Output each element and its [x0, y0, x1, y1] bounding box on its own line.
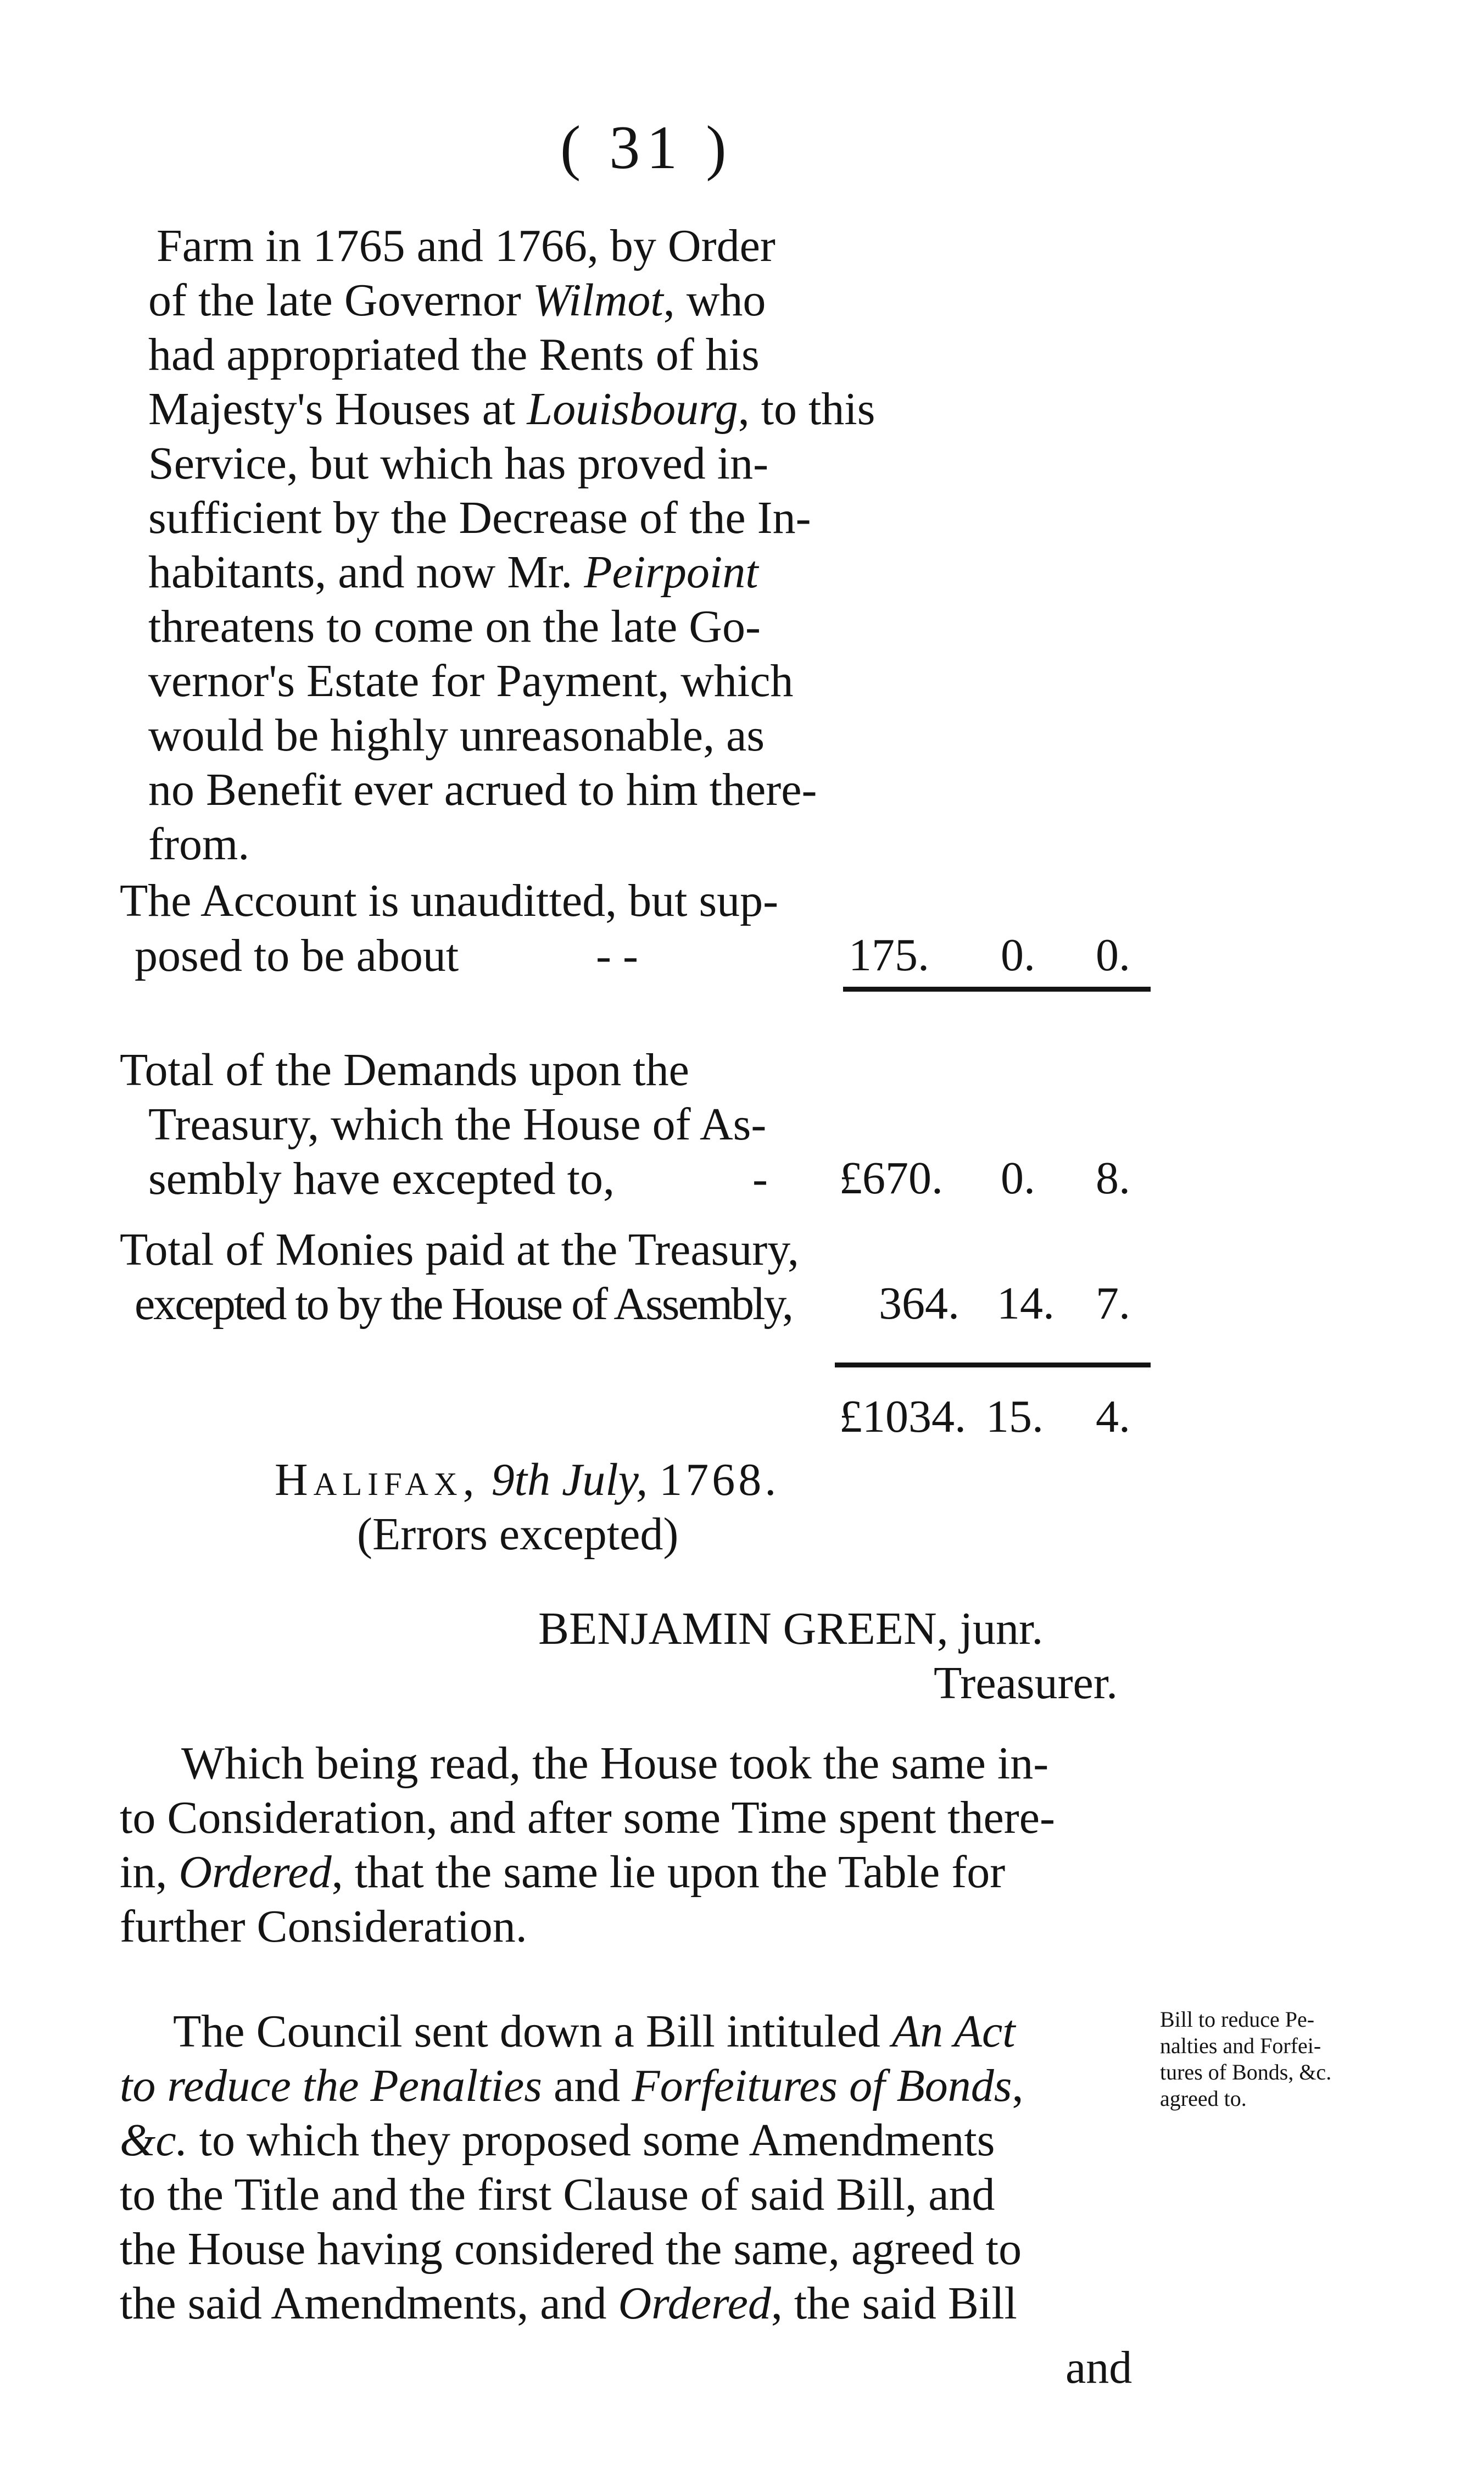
text-line: [120, 2059, 1023, 2113]
text-run: vernor's Estate for Payment, which: [148, 655, 794, 707]
text-line: [148, 599, 761, 654]
amount-pounds: £670.: [839, 1153, 943, 1204]
signature-name: BENJAMIN GREEN, junr.: [538, 1603, 1044, 1654]
italic-run: An Act: [891, 2006, 1016, 2057]
text-run: to the Title and the first Clause of said Bill, and: [120, 2169, 995, 2220]
text-run: , that the same lie upon the Table for: [331, 1847, 1006, 1898]
text-line: [148, 327, 760, 382]
text-line: [148, 763, 817, 817]
amount-shillings: 15.: [986, 1391, 1044, 1442]
amount-pounds: 364.: [879, 1278, 959, 1329]
text-run: threatens to come on the late Go-: [148, 601, 761, 652]
amount-pence: 4.: [1096, 1391, 1130, 1442]
margin-note-line: Bill to reduce Pe-: [1160, 2007, 1315, 2032]
page-number: ( 31 ): [560, 114, 733, 182]
text-run: Which being read, the House took the same in-: [181, 1738, 1049, 1789]
text-line: [148, 654, 793, 708]
dateline-date: 9th July,: [491, 1454, 648, 1505]
text-line: Total of Monies paid at the Treasury,: [120, 1224, 799, 1275]
margin-note: [1160, 2006, 1424, 2112]
text-line: sembly have excepted to,: [148, 1153, 615, 1204]
dateline-year: 1768.: [659, 1454, 780, 1505]
text-run: Farm in 1765 and 1766, by Order: [157, 220, 776, 271]
text-line: [120, 1790, 1055, 1845]
catchword: and: [1065, 2342, 1132, 2393]
italic-run: Ordered: [618, 2278, 771, 2329]
amount-pence: 0.: [1096, 930, 1130, 981]
italic-run: Ordered: [178, 1847, 332, 1898]
text-line: [120, 2222, 1022, 2276]
text-run: habitants, and now Mr.: [148, 547, 584, 598]
margin-note-line: tures of Bonds, &c.: [1160, 2060, 1332, 2084]
amount-pence: 8.: [1096, 1153, 1130, 1204]
text-line: [157, 219, 776, 273]
text-line: [148, 708, 765, 763]
dateline-place: Halifax,: [275, 1454, 480, 1505]
italic-run: Peirpoint: [584, 547, 758, 598]
amount-pounds: £1034.: [839, 1391, 966, 1442]
signature-title: Treasurer.: [934, 1658, 1118, 1709]
text-line: [148, 273, 766, 327]
text-line: [148, 491, 811, 545]
italic-run: Wilmot: [532, 275, 663, 326]
text-line: excepted to by the House of Assembly,: [135, 1278, 792, 1330]
text-line: [120, 2167, 995, 2222]
unaudited-line: The Account is unauditted, but sup-: [120, 875, 779, 926]
unaudited-line: posed to be about: [135, 930, 459, 981]
text-line: [148, 382, 875, 436]
text-line: [173, 2004, 1016, 2059]
margin-note-line: agreed to.: [1160, 2086, 1247, 2111]
amount-shillings: 14.: [997, 1278, 1055, 1329]
text-line: [120, 1845, 1005, 1899]
text-line: [181, 1736, 1048, 1790]
text-line: [120, 2113, 995, 2167]
subtotal-rule: [843, 987, 1151, 992]
text-line: Total of the Demands upon the: [120, 1044, 689, 1096]
text-run: had appropriated the Rents of his: [148, 329, 760, 380]
leader-dash: -: [752, 1153, 768, 1204]
text-run: to which they proposed some Amendments: [187, 2115, 995, 2166]
italic-run: to reduce the Penalties: [120, 2060, 542, 2111]
amount-shillings: 0.: [1001, 930, 1035, 981]
text-run: ,: [1012, 2060, 1024, 2111]
italic-run: &c.: [120, 2115, 188, 2166]
text-line: [148, 817, 249, 871]
text-run: the said Amendments, and: [120, 2278, 618, 2329]
text-run: of the late Governor: [148, 275, 533, 326]
text-line: [120, 1899, 527, 1954]
leader-dashes: - -: [596, 930, 638, 981]
text-line: [148, 436, 768, 491]
italic-run: Louisbourg: [527, 383, 738, 435]
text-run: and: [542, 2060, 632, 2111]
text-run: further Consideration.: [120, 1901, 527, 1952]
text-run: sufficient by the Decrease of the In-: [148, 492, 811, 543]
text-line: Treasury, which the House of As-: [148, 1099, 767, 1150]
total-rule: [835, 1363, 1151, 1367]
errors-excepted: (Errors excepted): [357, 1509, 679, 1560]
text-line: [148, 545, 758, 599]
text-run: The Council sent down a Bill intituled: [173, 2006, 892, 2057]
amount-pence: 7.: [1096, 1278, 1130, 1329]
amount-pounds: 175.: [849, 930, 929, 981]
text-run: to Consideration, and after some Time spent there-: [120, 1792, 1056, 1843]
text-run: , to this: [738, 383, 875, 435]
italic-run: Forfeitures of Bonds: [632, 2060, 1012, 2111]
text-run: Service, but which has proved in-: [148, 438, 769, 489]
text-run: would be highly unreasonable, as: [148, 710, 765, 761]
text-line: [120, 2276, 1017, 2331]
text-run: Majesty's Houses at: [148, 383, 527, 435]
margin-note-line: nalties and Forfei-: [1160, 2033, 1321, 2058]
text-run: the House having considered the same, agreed to: [120, 2223, 1022, 2275]
amount-shillings: 0.: [1001, 1153, 1035, 1204]
text-run: , who: [663, 275, 766, 326]
text-run: from.: [148, 819, 250, 870]
text-run: no Benefit ever acrued to him there-: [148, 764, 817, 815]
text-run: , the said Bill: [771, 2278, 1017, 2329]
text-run: in,: [120, 1847, 179, 1898]
